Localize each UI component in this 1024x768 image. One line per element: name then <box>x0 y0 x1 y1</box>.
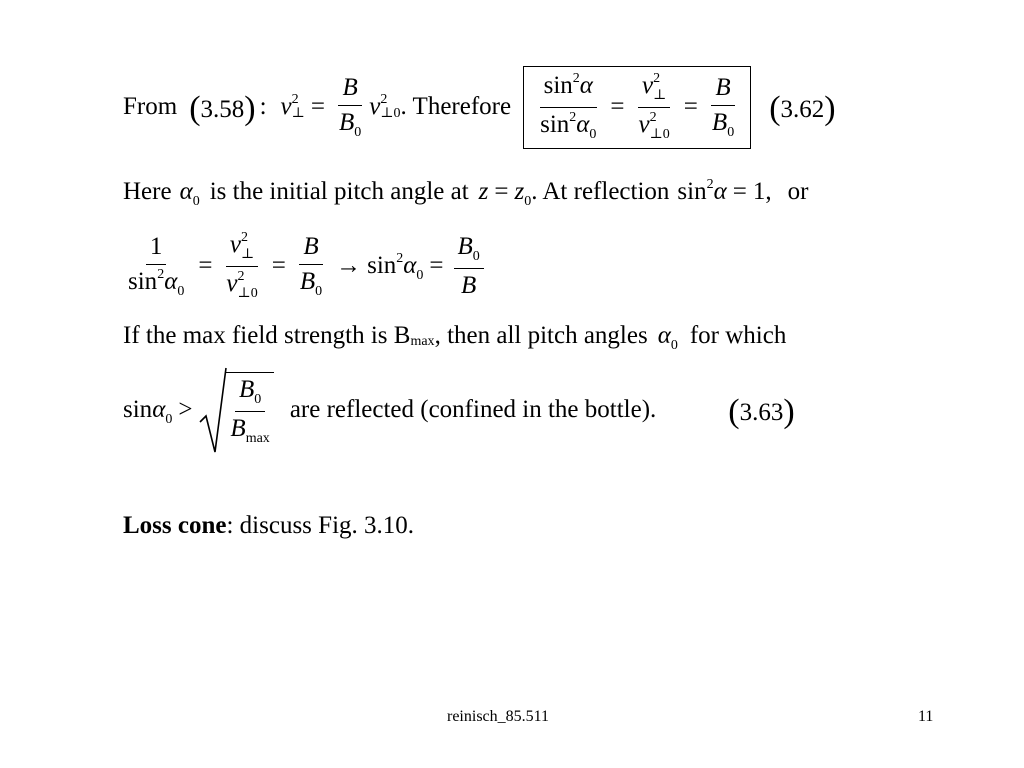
equation-line-5: sinα$_0$ > $\frac{B_0}{B_{max}}$ are reflected (confined in the bottle). (3.63) <box>123 362 795 458</box>
alpha0-symbol-2: $\alpha_0$ <box>657 322 678 353</box>
fraction-sin2alpha-over-sin2alpha0: $\frac{\sin^2\alpha}{\sin^2\alpha_0}$ <box>540 70 597 142</box>
sin2alpha-equals-1: $\sin^2\alpha = 1$ <box>677 177 766 205</box>
eq-label-3-63: (3.63) <box>728 393 795 430</box>
equation-line-3: $\frac{1}{\sin^2\alpha_0}$ = $\frac{v^2_\perp}{v^2_{\perp 0}}$ = $\frac{B}{B_0}$ → $\sin^2\alpha_0$ = $\frac{B_0}{B}$ <box>120 226 488 306</box>
loss-cone-text: : discuss Fig. 3.10. <box>226 512 415 539</box>
therefore-label: . Therefore <box>400 93 512 120</box>
sin2alpha0-term: $\sin^2\alpha_0$ <box>367 251 424 283</box>
loss-cone-heading: Loss cone <box>123 512 227 539</box>
square-root-sign <box>198 364 228 456</box>
fraction-B0-over-Bmax: $\frac{B_0}{B_{max}}$ <box>226 372 273 448</box>
equation-line-1: From (3.58) : v 2 ⊥ = $\frac{B}{B_0}$ v 2 ⊥0 . Therefore $\frac{\sin^2\alpha}{\sin^2\alpha_0}$ = $\frac{v^2_\perp}{v^2_{\perp 0}}$ = $\frac{B}{B_0}$ (3.62) <box>123 62 836 152</box>
fraction-1-over-sin2alpha0: $\frac{1}{\sin^2\alpha_0}$ <box>128 232 185 299</box>
for-which-text: for which <box>689 322 787 349</box>
pitch-angles-text: , then all pitch angles <box>434 322 648 349</box>
fraction-B-over-B0-boxed: $\frac{B}{B_0}$ <box>711 73 735 140</box>
fraction-v2-ratio-line3: $\frac{v^2_\perp}{v^2_{\perp 0}}$ <box>226 229 258 301</box>
from-label: From <box>123 93 178 120</box>
equation-line-2 <box>123 172 808 212</box>
sin-alpha0: sinα$_0$ <box>123 396 173 427</box>
alpha0-symbol: $\alpha_0$ <box>179 178 200 209</box>
or-label: or <box>787 178 809 205</box>
fraction-v2-ratio: $\frac{v^2_\perp}{v^2_{\perp 0}}$ <box>638 70 670 142</box>
eq-label-3-62: (3.62) <box>769 90 836 127</box>
loss-cone-line <box>123 512 414 540</box>
eq-vperp0-squared: v 2 ⊥0 <box>369 92 401 122</box>
colon: : <box>259 93 267 120</box>
z-equals-z0: $z = z_0$ <box>478 178 532 209</box>
reflection-text: . At reflection <box>531 178 670 205</box>
fraction-B0-over-B: $\frac{B_0}{B}$ <box>454 232 484 301</box>
text-line-4 <box>123 316 786 356</box>
reflected-text: are reflected (confined in the bottle). <box>289 396 657 423</box>
boxed-equation-3-62: $\frac{\sin^2\alpha}{\sin^2\alpha_0}$ = $\frac{v^2_\perp}{v^2_{\perp 0}}$ = $\frac{B}{B_0}$ <box>523 66 751 149</box>
fraction-B-over-B0: $\frac{B}{B_0}$ <box>338 73 362 140</box>
page-number: 11 <box>918 708 934 725</box>
eq-ref-3-58: (3.58) <box>189 90 256 127</box>
footer-author: reinisch_85.511 <box>447 708 550 725</box>
here-label: Here <box>123 178 172 205</box>
max-field-text: If the max field strength is B <box>123 322 411 349</box>
eq-vperp-squared: v 2 ⊥ <box>280 92 305 122</box>
fraction-B-over-B0-line3: $\frac{B}{B_0}$ <box>299 232 323 299</box>
pitch-angle-text: is the initial pitch angle at <box>209 178 469 205</box>
max-subscript: max <box>410 334 435 349</box>
comma: , <box>765 178 772 205</box>
